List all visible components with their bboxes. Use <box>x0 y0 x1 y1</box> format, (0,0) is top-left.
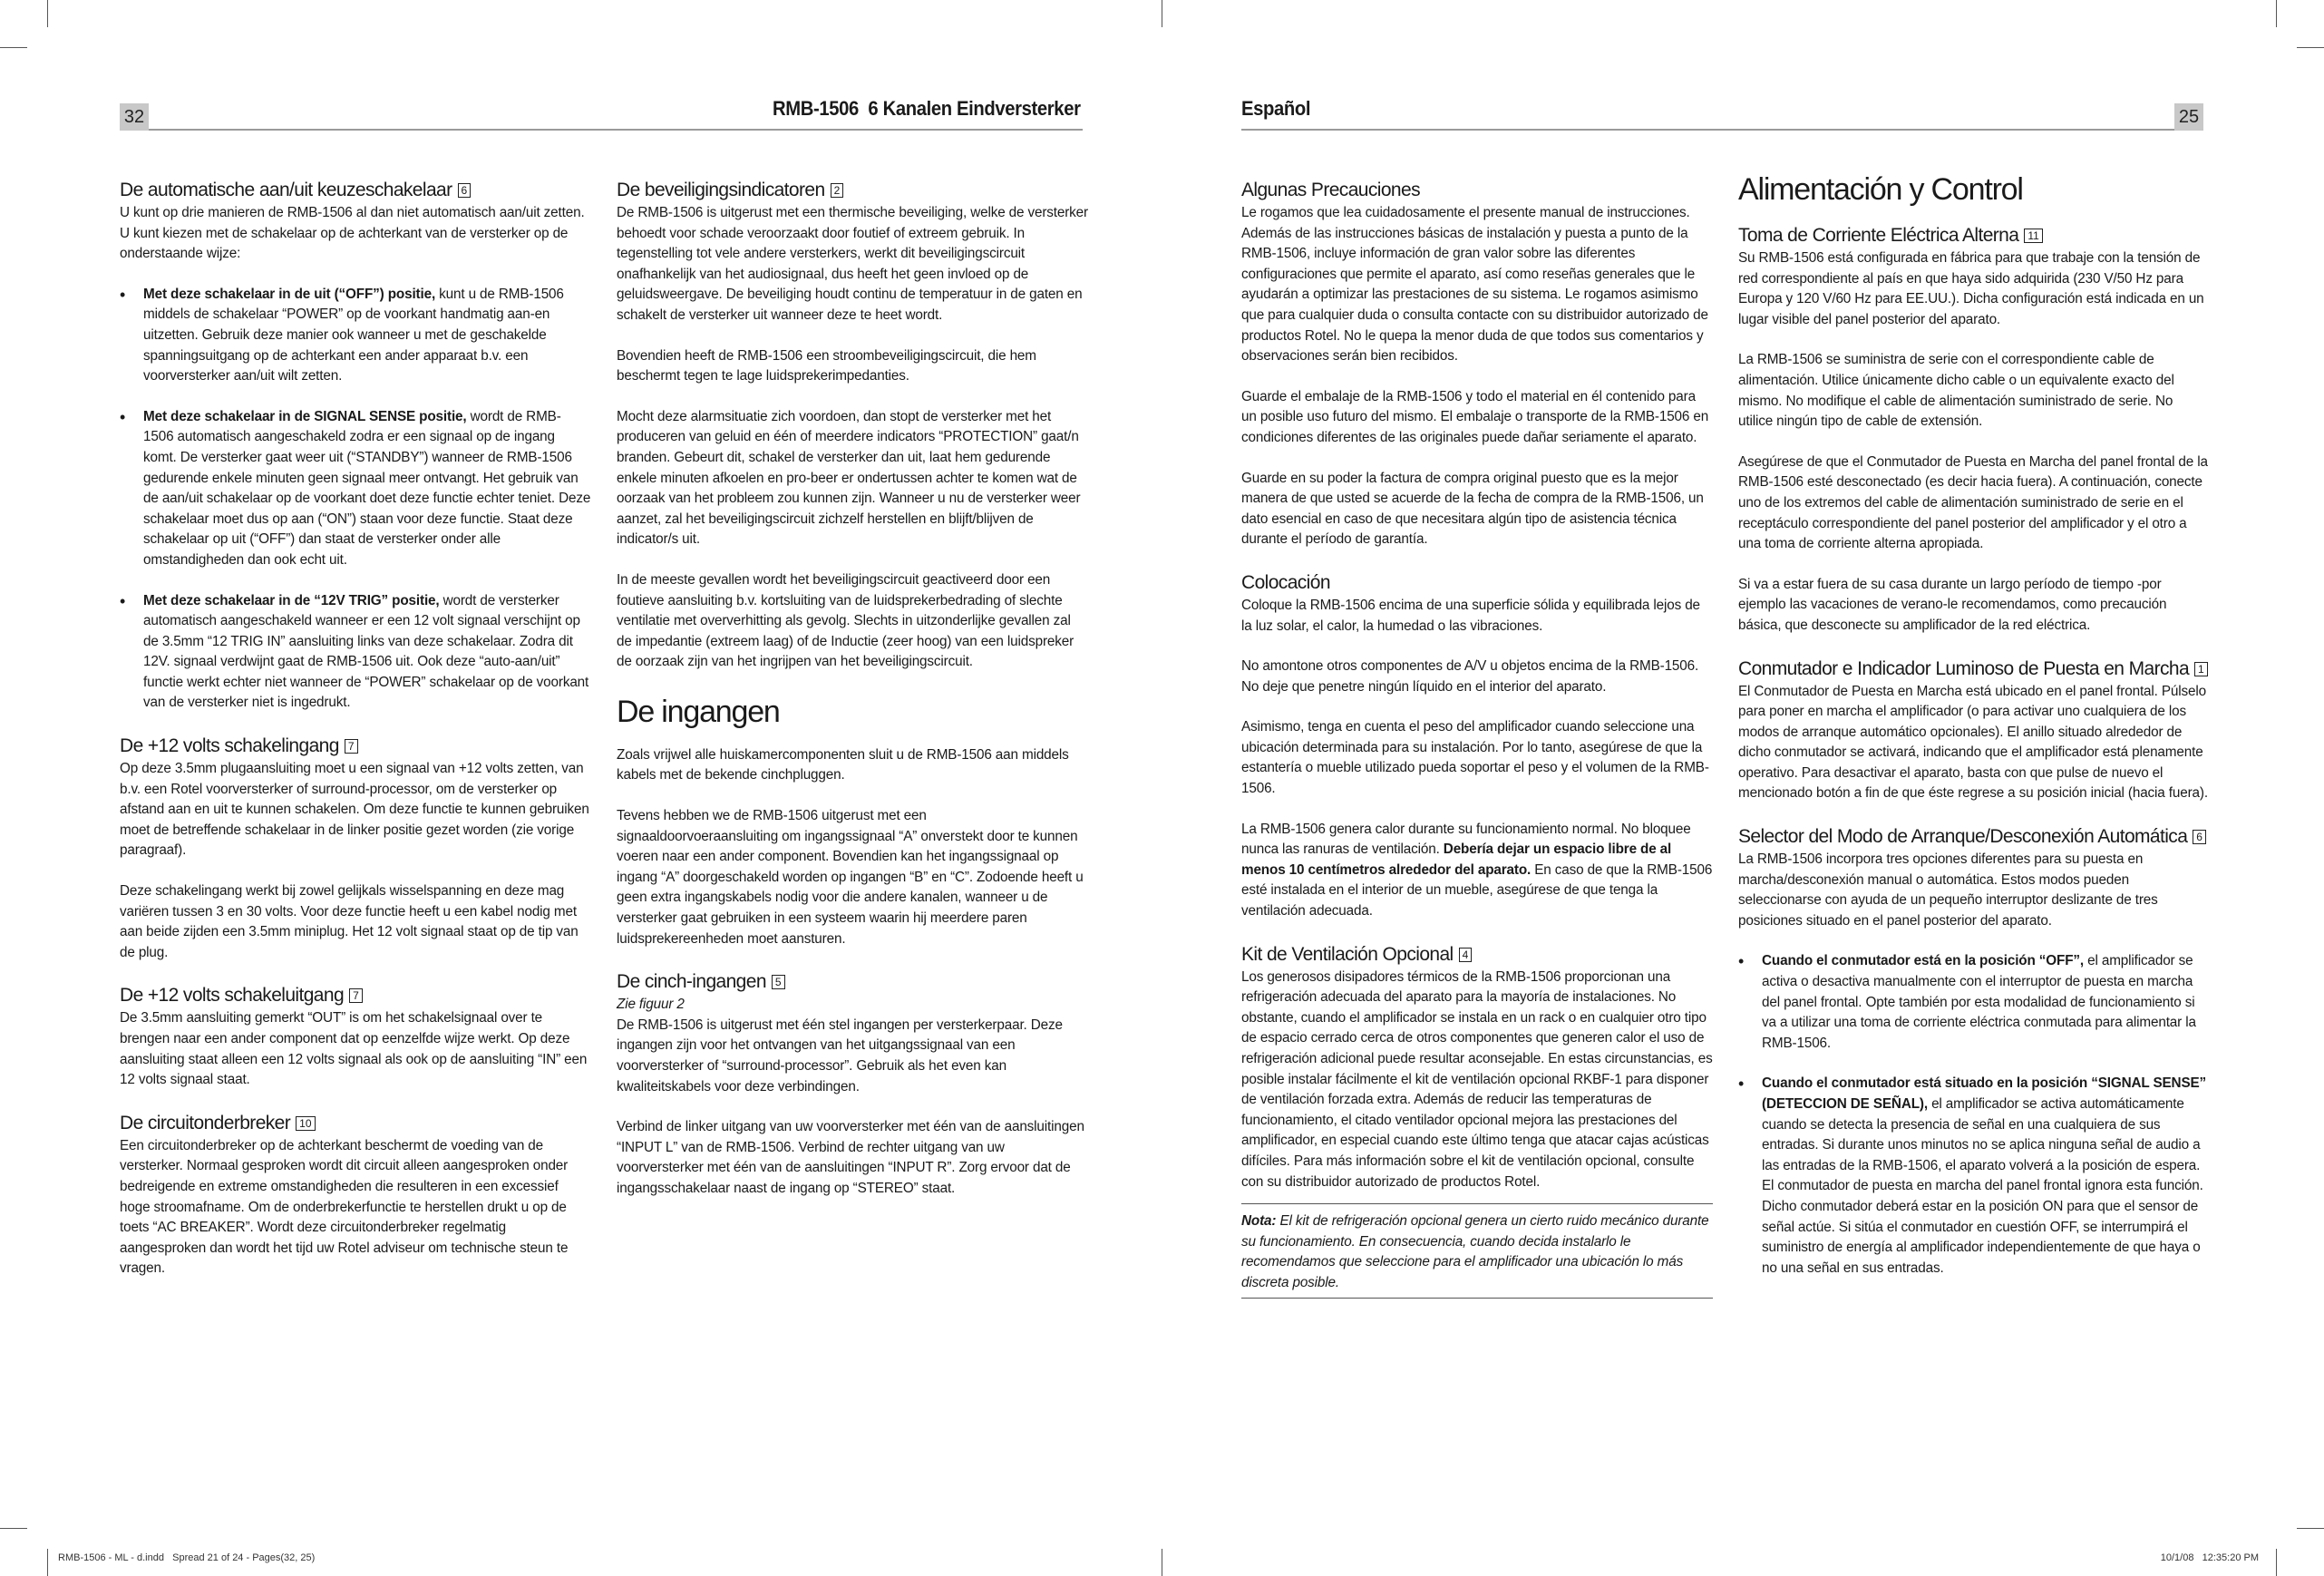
paragraph: Deze schakelingang werkt bij zowel gelijkals wisselspanning en deze mag variëren tussen 3 en 30 volts. Voor deze functie heeft u een kabel nodig met aan beide zijden een 3.5mm miniplug. Het 12 volt signaal staat op de tip van de plug. <box>120 883 579 960</box>
paragraph: Le rogamos que lea cuidadosamente el presente manual de instrucciones. Además de las instrucciones básicas de instalación y puesta a punto de la RMB-1506, incluye información de gran valor sobre las diferentes configuraciones que permite el aparato, así como reseñas generales que le ayudarán a optimizar las prestaciones de su sistema. Le rogamos asimismo que para cualquier duda o consulta contacte con su distribuidor autorizado de productos Rotel. No le quepa la menor duda de que todos sus comentarios y observaciones serán bien recibidos. <box>1241 205 1708 365</box>
paragraph: In de meeste gevallen wordt het beveiligingscircuit geactiveerd door een foutieve aansluiting b.v. kortsluiting van de luidsprekerbedrading of slechte ventilatie met oververhitting als gevolg. Slechts in uitzonderlijke gevallen zal de impedantie (extreem laag) of de Inductie (zeer hoog) van een luidspreker de oorzaak zijn van het ingrijpen van het beveiligingscircuit. <box>617 571 1074 670</box>
column-3 <box>1241 178 1713 1299</box>
paragraph: Tevens hebben we de RMB-1506 uitgerust met een signaaldoorvoeraansluiting om ingangssignaal “A” onverstekt door te kunnen voeren naar een ander component. Bovendien kan het ingangssignaal op ingang “A” doorgeschakeld worden op ingangen “B” en “C”. Zodoende heeft u geen extra ingangskabels nodig voor die andere kanalen, wanneer u de versterker gaat gebruiken in een systeem waarin hij meerdere paren luidsprekereenheden moet aansturen. <box>617 808 1084 947</box>
page-number-left: 32 <box>120 103 149 131</box>
section-heading: Toma de Corriente Eléctrica Alterna 11 <box>1738 223 2210 248</box>
paragraph: La RMB-1506 genera calor durante su funcionamiento normal. No bloquee nunca las ranuras de ventilación. Debería dejar un espacio libre de al menos 10 centímetros alrededor del aparato. En caso de que la RMB-1506 esté instalada en el interior de un mueble, asegúrese de que tenga la ventilación adecuada. <box>1241 821 1713 919</box>
trim-mark <box>2276 0 2277 27</box>
paragraph: La RMB-1506 incorpora tres opciones diferentes para su puesta en marcha/desconexión manual o automática. Estos modos pueden seleccionarse con ayuda de un pequeño interruptor deslizante de tres posiciones situado en el panel posterior del aparato. <box>1738 851 2158 929</box>
paragraph: Si va a estar fuera de su casa durante un largo período de tiempo -por ejemplo las vacaciones de verano-le recomendamos, como precaución básica, que desconecte su amplificador de la red eléctrica. <box>1738 576 2167 633</box>
list-item: • Met deze schakelaar in de “12V TRIG” positie, wordt de versterker automatisch aangeschakeld wanneer er een 12 volt signaal verschijnt op de 3.5mm “12 TRIG IN” aansluiting links van deze schakelaar. Zodra dit 12V. signaal verdwijnt gaat de RMB-1506 uit. Ook deze “auto-aan/uit” functie werkt echter niet wanneer de “POWER” schakelaar op de voorkant van de versterker niet is ingedrukt. <box>120 591 591 715</box>
chapter-heading: Alimentación y Control <box>1738 172 2023 207</box>
column-1 <box>120 178 591 1299</box>
section-heading: Algunas Precauciones <box>1241 180 1420 200</box>
chapter-heading: De ingangen <box>617 694 780 729</box>
paragraph: Een circuitonderbreker op de achterkant beschermt de voeding van de versterker. Normaal gesproken wordt dit circuit alleen aangesproken onder bedreigende en extreme omstandigheden die resulteren in een excessief hoge stroomafname. Om de onderbrekerfunctie te herstellen drukt u op de toets “AC BREAKER”. Wordt deze circuitonderbreker regelmatig aangesproken dan wordt het tijd uw Rotel adviseur om technische steun te vragen. <box>120 1137 569 1277</box>
column-4 <box>1738 172 2210 1299</box>
callout-number: 4 <box>1459 948 1473 962</box>
section-heading: Selector del Modo de Arranque/Desconexión Automática 6 <box>1738 824 2210 850</box>
print-slug: RMB-1506 - ML - d.indd Spread 21 of 24 - Pages(32, 25) <box>58 1552 316 1563</box>
callout-number: 10 <box>296 1116 315 1131</box>
callout-number: 11 <box>2024 229 2042 243</box>
header-rule-left <box>149 129 1083 131</box>
paragraph: Coloque la RMB-1506 encima de una superficie sólida y equilibrada lejos de la luz solar, el calor, la humedad o las vibraciones. <box>1241 597 1700 634</box>
trim-mark <box>2297 47 2324 48</box>
paragraph: Mocht deze alarmsituatie zich voordoen, dan stopt de versterker met het produceren van geluid en één of meerdere indicators “PROTECTION” gaat/n branden. Gebeurt dit, schakel de versterker dan uit, laat hem gedurende enkele minuten afkoelen en pro-beer er ondertussen achter te komen wat de oorzaak van het probleem zou kunnen zijn. Wanneer u nu de versterker weer aanzet, zal het beveiligingscircuit zichzelf herstellen en blijft/blijven de indicator/s uit. <box>617 408 1081 548</box>
paragraph: Su RMB-1506 está configurada en fábrica para que trabaje con la tensión de red correspondiente al país en que haya sido adquirida (230 V/50 Hz para Europa y 120 V/60 Hz para EE.UU.). Dicha configuración está indicada en un lugar visible del panel posterior del aparato. <box>1738 250 2204 327</box>
trim-mark <box>47 1549 48 1576</box>
note-box: Nota: El kit de refrigeración opcional genera un cierto ruido mecánico durante su funcionamiento. En consecuencia, cuando decida instalarlo le recomendamos que seleccione para el amplificador una ubicación lo más discreta posible. <box>1241 1203 1713 1298</box>
paragraph: De RMB-1506 is uitgerust met een thermische beveiliging, welke de versterker behoedt voor schade veroorzaakt door foutief of extreem gebruik. In tegenstelling tot vele andere versterkers, werkt dit beveiligingscircuit onafhankelijk van het audiosignaal, dus heeft het geen invloed op de geluidsweergave. De beveiliging houdt continu de temperatuur in de gaten en schakelt de versterker uit wanneer deze te heet wordt. <box>617 205 1088 323</box>
paragraph: Los generosos disipadores térmicos de la RMB-1506 proporcionan una refrigeración adecuada del aparato para la mayoría de instalaciones. No obstante, cuando el amplificador se instala en un rack o en cualquier otro tipo de espacio cerrado cerca de otros componentes que generen calor el uso de refrigeración adicional puede resultar aconsejable. En estas circunstancias, es posible instalar fácilmente el kit de ventilación opcional RKBF-1 para disponer de ventilación forzada extra. Además de reducir las temperaturas de funcionamiento, el citado ventilador opcional mejora las prestaciones del amplificador, en especial cuando este último tenga que atacar cajas acústicas difíciles. Para más información sobre el kit de ventilación opcional, consulte con su distribuidor autorizado de productos Rotel. <box>1241 968 1713 1190</box>
callout-number: 1 <box>2194 662 2208 676</box>
section-heading: De circuitonderbreker 10 <box>120 1111 591 1136</box>
trim-mark <box>0 1528 27 1529</box>
trim-mark <box>47 0 48 27</box>
paragraph: La RMB-1506 se suministra de serie con el correspondiente cable de alimentación. Utilice únicamente dicho cable o un equivalente exacto del mismo. No modifique el cable de alimentación suministrado de serie. No utilice ningún tipo de cable de extensión. <box>1738 352 2174 430</box>
list-item: • Met deze schakelaar in de uit (“OFF”) positie, kunt u de RMB-1506 middels de schakelaar “POWER” op de voorkant handmatig aan-en uitzetten. Gebruik deze manier ook wanneer u met de geschakelde spanningsuitgang op de achterkant een ander apparaat b.v. een voorversterker aan/uit wilt zetten. <box>120 285 591 387</box>
paragraph: De RMB-1506 is uitgerust met één stel ingangen per versterkerpaar. Deze ingangen zijn voor het ontvangen van het uitgangssignaal van een voorversterker of “surround-processor”. Gebruik als het even kan kwaliteitskabels voor deze verbindingen. <box>617 1017 1063 1094</box>
section-heading: Conmutador e Indicador Luminoso de Puesta en Marcha 1 <box>1738 657 2210 682</box>
paragraph: Asimismo, tenga en cuenta el peso del amplificador cuando seleccione una ubicación determinada para su instalación. Por lo tanto, asegúrese de que la estantería o mueble utilizado pueda soportar el peso y el volumen de la RMB-1506. <box>1241 719 1709 797</box>
section-heading: De cinch-ingangen 5 <box>617 969 1088 995</box>
callout-number: 6 <box>458 183 472 198</box>
paragraph: El Conmutador de Puesta en Marcha está ubicado en el panel frontal. Púlselo para poner en marcha el amplificador (o para activar uno cualquiera de los modos de arranque automático opcionales). El anillo situado alrededor de dicho conmutador se activará, indicando que el amplificador está plenamente operativo. Para desactivar el aparato, basta con que pulse de nuevo el mencionado botón a fin de que éste regrese a su posición inicial (hacia fuera). <box>1738 683 2208 802</box>
section-heading: De +12 volts schakeluitgang 7 <box>120 983 591 1008</box>
trim-mark <box>2297 1528 2324 1529</box>
page-number-right: 25 <box>2174 103 2203 131</box>
callout-number: 7 <box>349 988 363 1003</box>
section-heading: Colocación <box>1241 571 1330 593</box>
bullet-list <box>1738 951 2210 1279</box>
paragraph: Verbind de linker uitgang van uw voorversterker met één van de aansluitingen “INPUT L” van de RMB-1506. Verbind de rechter uitgang van uw voorversterker met één van de aansluitingen “INPUT R”. Zorg ervoor dat de ingangsschakelaar naast de ingang op “STEREO” staat. <box>617 1119 1084 1196</box>
paragraph: U kunt op drie manieren de RMB-1506 al dan niet automatisch aan/uit zetten. U kunt kiezen met de schakelaar op de achterkant van de versterker op de onderstaande wijze: <box>120 205 585 262</box>
trim-mark <box>0 47 27 48</box>
callout-number: 7 <box>345 739 358 754</box>
running-head-left: RMB-1506 6 Kanalen Eindversterker <box>773 97 1081 120</box>
list-item: • Cuando el conmutador está situado en la posición “SIGNAL SENSE” (DETECCION DE SEÑAL), el amplificador se activa automáticamente cuando se detecta la presencia de señal en una cualquiera de sus entradas. Si durante unos minutos no se aplica ninguna señal de audio a las entradas de la RMB-1506, el aparato volverá a la posición de espera. El conmutador de puesta en marcha del panel frontal ignora esta función. Dicho conmutador deberá estar en la posición ON para que el sensor de señal actúe. Si sitúa el conmutador en cuestión OFF, se interrumpirá el suministro de energía al amplificador independientemente de que haya o no una señal en sus entradas. <box>1738 1074 2210 1279</box>
paragraph: Bovendien heeft de RMB-1506 een stroombeveiligingscircuit, die hem beschermt tegen te lage luidsprekerimpedanties. <box>617 347 1036 384</box>
bullet-list <box>120 285 591 714</box>
list-item: • Cuando el conmutador está en la posición “OFF”, el amplificador se activa o desactiva manualmente con el interruptor de puesta en marcha del panel frontal. Opte también por esta modalidad de funcionamiento si va a utilizar una toma de corriente eléctrica conmutada para alimentar la RMB-1506. <box>1738 951 2210 1054</box>
callout-number: 2 <box>831 183 844 198</box>
paragraph: Zoals vrijwel alle huiskamercomponenten sluit u de RMB-1506 aan middels kabels met de bekende cinchpluggen. <box>617 746 1069 783</box>
print-date: 10/1/08 12:35:20 PM <box>2160 1552 2259 1563</box>
paragraph: Guarde el embalaje de la RMB-1506 y todo el material en él contenido para un posible uso futuro del mismo. El embalaje o transporte de la RMB-1506 en condiciones diferentes de las originales puede dañar seriamente el aparato. <box>1241 388 1709 445</box>
section-heading: De automatische aan/uit keuzeschakelaar 6 <box>120 178 591 203</box>
list-item: • Met deze schakelaar in de SIGNAL SENSE positie, wordt de RMB-1506 automatisch aangeschakeld zodra er een signaal op de ingang komt. De versterker gaat weer uit (“STANDBY”) wanneer de RMB-1506 gedurende enkele minuten geen signaal meer ontvangt. Het gebruik van de aan/uit schakelaar op de voorkant doet deze functie echter teniet. Deze schakelaar moet dus op aan (“ON”) staan voor deze functie. Staat deze schakelaar op uit (“OFF”) dan staat de versterker onder alle omstandigheden dan ook echt uit. <box>120 407 591 571</box>
section-heading: Kit de Ventilación Opcional 4 <box>1241 942 1713 968</box>
callout-number: 5 <box>772 975 785 989</box>
column-2 <box>617 178 1088 1220</box>
paragraph: Guarde en su poder la factura de compra original puesto que es la mejor manera de que usted se acuerde de la fecha de compra de la RMB-1506, un dato esencial en caso de que necesitara algún tipo de asistencia técnica durante el período de garantía. <box>1241 470 1704 548</box>
section-heading: De +12 volts schakelingang 7 <box>120 734 591 759</box>
callout-number: 6 <box>2193 830 2206 844</box>
paragraph: De 3.5mm aansluiting gemerkt “OUT” is om het schakelsignaal over te brengen naar een ander component dat op eenzelfde wijze werkt. Op deze aansluiting staat alleen een 12 volts signaal als ook op de aansluiting “IN” een 12 volts signaal staat. <box>120 1010 588 1088</box>
running-head-right: Español <box>1241 97 1311 120</box>
figure-reference: Zie figuur 2 <box>617 997 685 1013</box>
header-rule-right <box>1241 129 2175 131</box>
paragraph: Asegúrese de que el Conmutador de Puesta en Marcha del panel frontal de la RMB-1506 esté desconectado (es decir hacia fuera). A continuación, conecte uno de los extremos del cable de alimentación suministrado de serie en el receptáculo correspondiente del panel posterior del amplificador y el otro a una toma de corriente alterna apropiada. <box>1738 453 2208 552</box>
section-heading: De beveiligingsindicatoren 2 <box>617 178 1088 203</box>
paragraph: No amontone otros componentes de A/V u objetos encima de la RMB-1506. No deje que penetre ningún líquido en el interior del aparato. <box>1241 658 1699 695</box>
paragraph: Op deze 3.5mm plugaansluiting moet u een signaal van +12 volts zetten, van b.v. een Rotel voorversterker of surround-processor, om de versterker op afstand aan en uit te kunnen schakelen. Om deze functie te kunnen gebruiken moet de betreffende schakelaar in de linker positie gezet worden (zie vorige paragraaf). <box>120 761 589 859</box>
trim-mark <box>2276 1549 2277 1576</box>
